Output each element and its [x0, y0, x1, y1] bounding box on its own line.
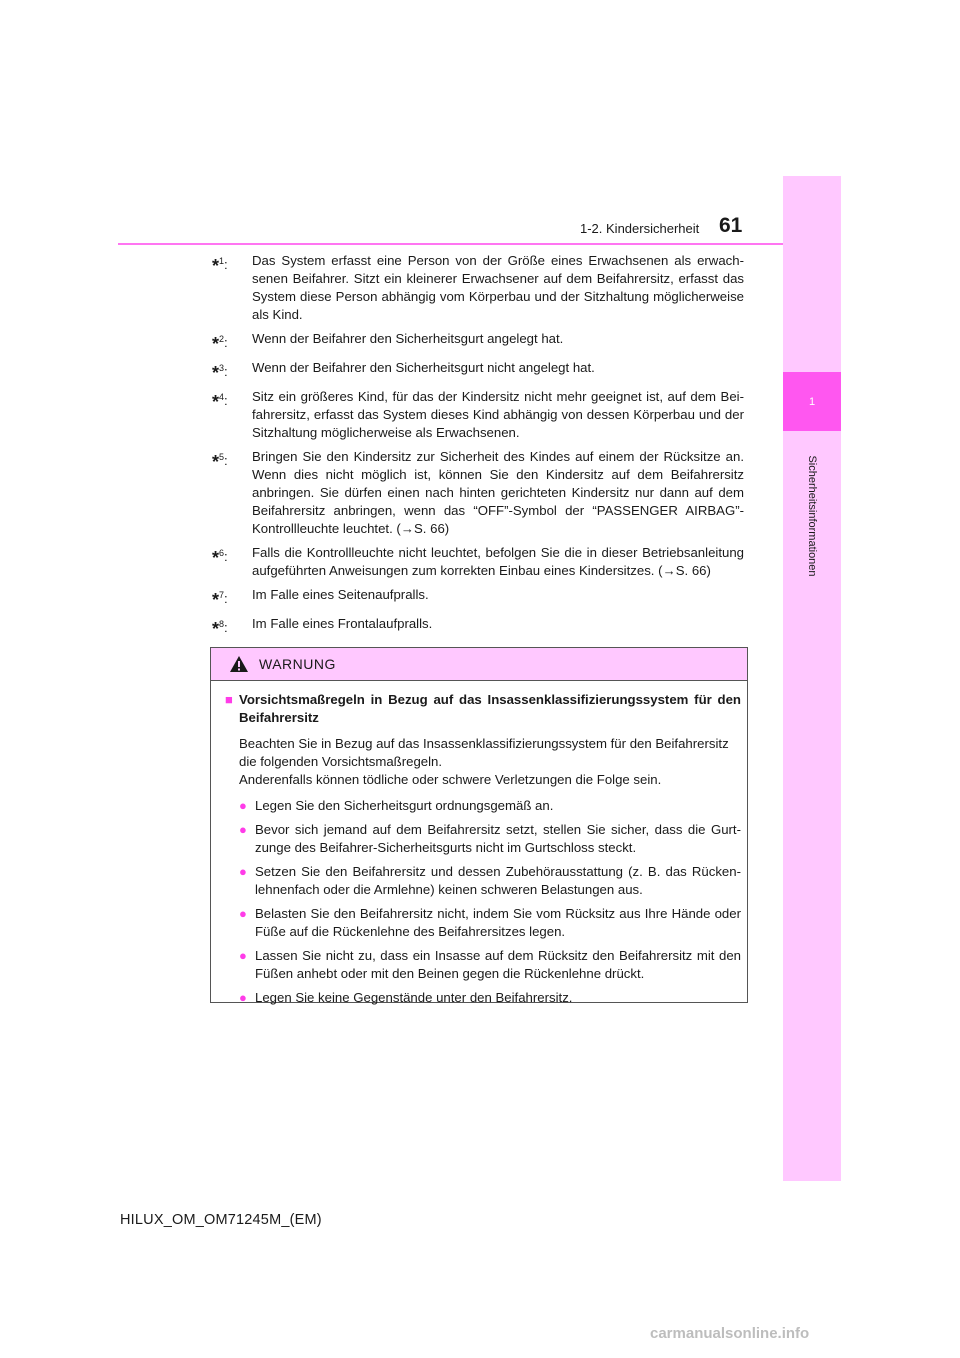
warning-intro: Beachten Sie in Bezug auf das Insassenklassifizierungssystem für den Beifahrersitz die folgenden Vorsichtsmaßregeln. Anderenfalls können tödliche oder schwere Verletzungen die Folge sein. [239, 736, 729, 787]
footnote-text: Sitz ein größeres Kind, für das der Kindersitz nicht mehr geeignet ist, auf dem Beifahrersitz, erfasst das System dieses Kind abhängig von dessen Körperbau und der Sitzhaltung möglicherweise als Erwachsenen. [252, 389, 744, 440]
bullet-text: Lassen Sie nicht zu, dass ein Insasse auf dem Rücksitz den Beifahrersitz mit den Füßen anhebt oder mit den Beinen gegen die Rückenlehne drückt. [255, 948, 741, 981]
footnote-text: Wenn der Beifahrer den Sicherheitsgurt angelegt hat. [252, 331, 564, 346]
chapter-number: 1 [808, 395, 816, 408]
circle-bullet-icon: ● [239, 948, 247, 963]
footnote-2 [212, 330, 744, 353]
footnote-6 [212, 544, 744, 580]
warning-box [210, 647, 748, 1003]
footnote-text: Im Falle eines Frontalaufpralls. [252, 616, 433, 631]
footnote-text: Wenn der Beifahrer den Sicherheitsgurt nicht angelegt hat. [252, 360, 595, 375]
warning-bullet-2 [225, 821, 741, 857]
warning-heading [225, 691, 741, 727]
chapter-tab[interactable] [783, 372, 841, 431]
warning-title: WARNUNG [259, 656, 336, 672]
circle-bullet-icon: ● [239, 798, 247, 813]
footnote-marker: *$^2$: [212, 334, 228, 354]
page-number: 61 [719, 214, 743, 237]
watermark[interactable]: carmanualsonline.info [650, 1325, 810, 1342]
bullet-text: Bevor sich jemand auf dem Beifahrersitz setzt, stellen Sie sicher, dass die Gurtzunge des Beifahrer-Sicherheitsgurts nicht im Gurtschloss steckt. [255, 822, 741, 855]
footnote-marker: *$^6$: [212, 548, 228, 568]
bullet-text: Belasten Sie den Beifahrersitz nicht, indem Sie vom Rücksitz aus Ihre Hände oder Füße auf die Rückenlehne des Beifahrersitzes legen. [255, 906, 741, 939]
bullet-text: Legen Sie keine Gegenstände unter den Beifahrersitz. [255, 990, 573, 1005]
footnote-marker: *$^3$: [212, 363, 228, 383]
circle-bullet-icon: ● [239, 864, 247, 879]
warning-body [211, 681, 747, 1007]
footnote-text: Bringen Sie den Kindersitz zur Sicherheit des Kindes auf einem der Rücksitze an. Wenn dies nicht möglich ist, können Sie den Kindersitz auf dem Beifahrersitz anbringen. Sie dürfen einen nach hinten gerichteten Kindersitz nur dann auf dem Beifahrersitz anbringen, wenn das “OFF”-Symbol der “PASSENGER AIRBAG”-Kontrollleuchte leuchtet. (→S. 66) [252, 449, 744, 536]
footnote-text: Das System erfasst eine Person von der Größe eines Erwachsenen als erwachsenen Beifahrer. Sitzt ein kleinerer Erwachsener auf dem Beifahrersitz, erfasst das System diese Person abhängig vom Körperbau und der Sitzhaltung möglicherweise als Kind. [252, 253, 744, 322]
warning-bullet-5 [225, 947, 741, 983]
warning-bullet-4 [225, 905, 741, 941]
footnote-3 [212, 359, 744, 382]
footnote-marker: *$^1$: [212, 256, 228, 276]
footnote-8 [212, 615, 744, 638]
header-rule [118, 243, 783, 245]
square-bullet-icon: ■ [225, 692, 233, 707]
footnote-text: Falls die Kontrollleuchte nicht leuchtet, befolgen Sie die in dieser Betriebsanleitung aufgeführten Anweisungen zum korrekten Einbau eines Kindersitzes. (→S. 66) [252, 545, 744, 578]
circle-bullet-icon: ● [239, 822, 247, 837]
footnote-5 [212, 448, 744, 538]
side-strip [783, 176, 841, 1181]
footnote-list [212, 252, 744, 644]
warning-bullet-1 [225, 797, 741, 815]
warning-triangle-icon [229, 655, 249, 673]
circle-bullet-icon: ● [239, 990, 247, 1005]
footnote-4 [212, 388, 744, 442]
warning-header [211, 648, 747, 681]
section-title: 1-2. Kindersicherheit [580, 221, 700, 236]
warning-bullet-3 [225, 863, 741, 899]
footnote-marker: *$^4$: [212, 392, 228, 412]
bullet-text: Legen Sie den Sicherheitsgurt ordnungsgemäß an. [255, 798, 554, 813]
footnote-7 [212, 586, 744, 609]
circle-bullet-icon: ● [239, 906, 247, 921]
footnote-1 [212, 252, 744, 324]
warning-heading-text: Vorsichtsmaßregeln in Bezug auf das Insassenklassifizierungssystem für den Beifahrersitz [239, 692, 741, 725]
warning-bullet-6 [225, 989, 741, 1007]
footnote-marker: *$^5$: [212, 452, 228, 472]
footnote-text: Im Falle eines Seitenaufpralls. [252, 587, 429, 602]
bullet-text: Setzen Sie den Beifahrersitz und dessen Zubehörausstattung (z. B. das Rückenlehnenfach oder die Armlehne) keinen schweren Belastungen aus. [255, 864, 741, 897]
chapter-title: Sicherheitsinformationen [806, 455, 818, 577]
footnote-marker: *$^8$: [212, 619, 228, 639]
document-id: HILUX_OM_OM71245M_(EM) [120, 1212, 322, 1228]
footnote-marker: *$^7$: [212, 590, 228, 610]
